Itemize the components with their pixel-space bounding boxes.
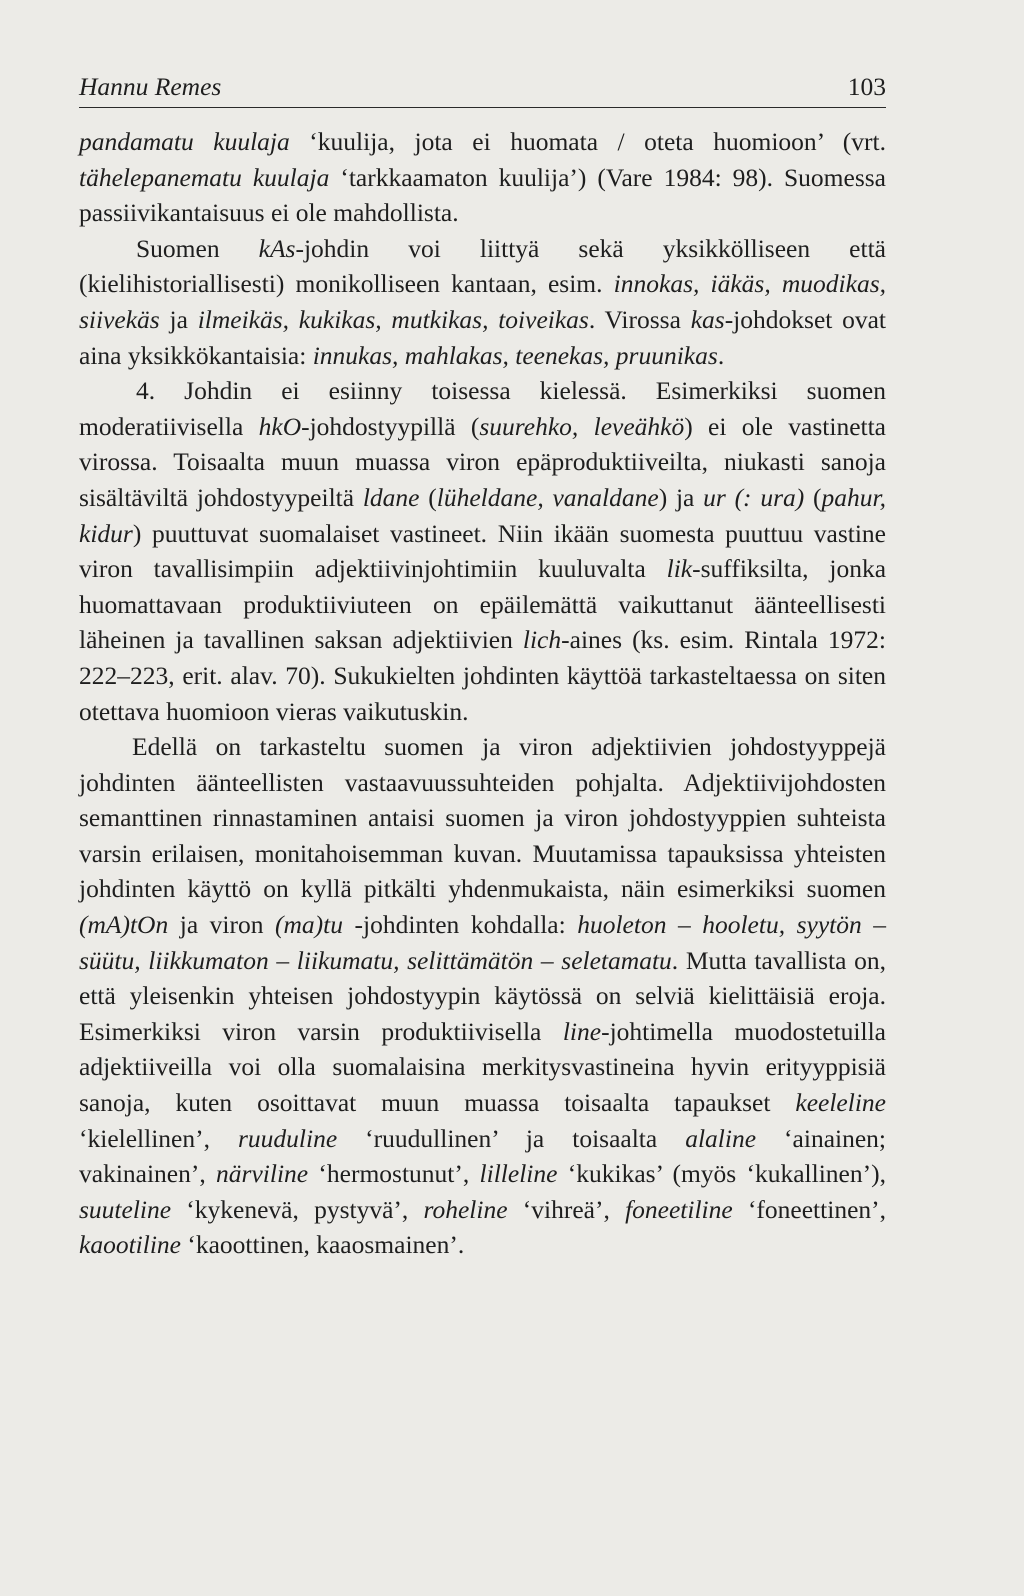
italic-term: (mA)tOn — [79, 910, 169, 940]
italic-term: kaootiline — [79, 1230, 181, 1260]
italic-term: kas — [690, 304, 725, 334]
italic-term: suurehko, leveähkö — [479, 411, 685, 441]
text-run: ‘ruudullinen’ ja toisaalta — [337, 1123, 686, 1153]
italic-term: innokas, iäkäs, muodikas, siivekäs — [79, 269, 886, 334]
running-head — [79, 72, 886, 108]
text-run: Edellä on tarkasteltu suomen ja viron adjektiivien johdostyyppejä johdinten äänteellisten vastaavuussuhteiden pohjalta. Adjektiivijohdosten semanttinen rinnastaminen antaisi suomen ja viron johdostyyppien suhteista varsin erilaisen, monitahoisemman kuvan. Muutamissa tapauksissa yhteisten johdinten käyttö on kyllä pitkälti yhdenmukaista, näin esimerkiksi suomen — [79, 732, 886, 904]
italic-term: suuteline — [79, 1194, 172, 1224]
italic-term: lüheldane, vanaldane — [436, 482, 659, 512]
text-run: ( — [419, 482, 437, 512]
italic-term: pandamatu kuulaja — [79, 127, 290, 156]
page-number: 103 — [847, 72, 886, 101]
italic-term: line — [562, 1016, 602, 1046]
text-run: ‘kaoottinen, kaaosmainen’. — [180, 1230, 465, 1260]
italic-term: ruuduline — [238, 1123, 338, 1153]
text-run: ‘vihreä’, — [507, 1194, 626, 1224]
text-run: ‘foneettinen’, — [732, 1194, 886, 1224]
text-run: . Virossa — [588, 304, 691, 334]
italic-term: tähelepanematu kuulaja — [79, 162, 330, 192]
italic-term: kAs — [258, 233, 296, 263]
paragraph — [79, 124, 886, 231]
text-run: ja viron — [168, 910, 275, 940]
italic-term: innukas, mahlakas, teenekas, pruunikas — [312, 340, 718, 370]
author-name: Hannu Remes — [79, 72, 222, 101]
italic-term: lich — [522, 625, 562, 655]
text-run: 4. Johdin ei esiinny toisessa kielessä. Esimerkiksi suomen moderatiivisella — [79, 376, 886, 441]
text-run: . Mutta tavallista on, että yleisenkin yhteisen johdostyypin käytössä on selviä kielittäisiä eroja. Esimerkiksi viron varsin produktiivisella — [79, 945, 886, 1046]
text-run: ‘kukikas’ (myös ‘kukallinen’), — [557, 1159, 886, 1189]
italic-term: ur (: ura) — [703, 482, 805, 512]
text-run: ja — [159, 304, 198, 334]
paragraph — [79, 729, 886, 1263]
body-text — [79, 124, 886, 1263]
italic-term: huoleton – hooletu, syytön – süütu, liikkumaton – liikumatu, selittämätön – seletamatu — [79, 910, 886, 975]
italic-term: roheline — [423, 1194, 508, 1224]
italic-term: foneetiline — [625, 1194, 733, 1224]
text-run: ‘kielellinen’, — [79, 1123, 238, 1153]
text-run: ) ei ole vastinetta virossa. Toisaalta muun muassa viron epäproduktiiveilta, niukasti sanoja sisältäviltä johdostyypeiltä — [79, 411, 886, 512]
text-run: ‘ainainen; vakinainen’, — [79, 1123, 886, 1189]
italic-term: lilleline — [479, 1159, 558, 1189]
italic-term: ilmeikäs, kukikas, mutkikas, toiveikas — [197, 304, 589, 334]
text-run: ) puuttuvat suomalaiset vastineet. Niin ikään suomesta puuttuu vastine viron tavallisimpiin adjektiivinjohtimiin kuuluvalta — [79, 518, 886, 584]
italic-term: lik — [666, 554, 693, 584]
text-run: -johdinten kohdalla: — [342, 910, 578, 940]
text-run: ) ja — [658, 482, 704, 512]
italic-term: närviline — [216, 1159, 309, 1189]
text-run: -johdin voi liittyä sekä yksikkölliseen että (kielihistoriallisesti) monikolliseen kantaan, esim. — [79, 233, 886, 299]
paragraph — [79, 231, 886, 373]
text-run: -suffiksilta, jonka huomattavaan produktiiviuteen on epäilemättä vaikuttanut äänteellisesti läheinen ja tavallinen saksan adjektiivien — [79, 554, 887, 655]
text-run: ‘kykenevä, pystyvä’, — [171, 1194, 424, 1224]
italic-term: (ma)tu — [275, 910, 343, 940]
text-run: . — [717, 340, 725, 370]
text-run: -johdostyypillä ( — [301, 411, 480, 441]
italic-term: pahur, kidur — [79, 482, 886, 548]
text-run: -aines (ks. esim. Rintala 1972: 222–223, erit. alav. 70). Sukukielten johdinten käyttöä tarkasteltaessa on siten otettava huomioon vieras vaikutuskin. — [79, 625, 886, 726]
italic-term: alaline — [685, 1123, 757, 1153]
text-run: ‘hermostunut’, — [308, 1159, 480, 1189]
text-run: -johdokset ovat aina yksikkökantaisia: — [79, 304, 887, 370]
text-run: ‘kuulija, jota ei huomata / oteta huomioon’ (vrt. — [289, 127, 886, 156]
italic-term: ldane — [362, 482, 420, 512]
paragraph — [79, 373, 886, 729]
italic-term: hkO — [258, 411, 302, 441]
italic-term: keeleline — [795, 1088, 886, 1118]
text-run: ‘tarkkaamaton kuulija’) (Vare 1984: 98). Suomessa passiivikantaisuus ei ole mahdollista. — [79, 162, 886, 228]
text-run: ( — [804, 482, 822, 512]
text-run: -johtimella muodostetuilla adjektiiveilla voi olla suomalaisina merkitysvastineina hyvin erityyppisiä sanoja, kuten osoittavat muun muassa toisaalta tapaukset — [79, 1016, 886, 1118]
text-run: Suomen — [136, 233, 259, 263]
